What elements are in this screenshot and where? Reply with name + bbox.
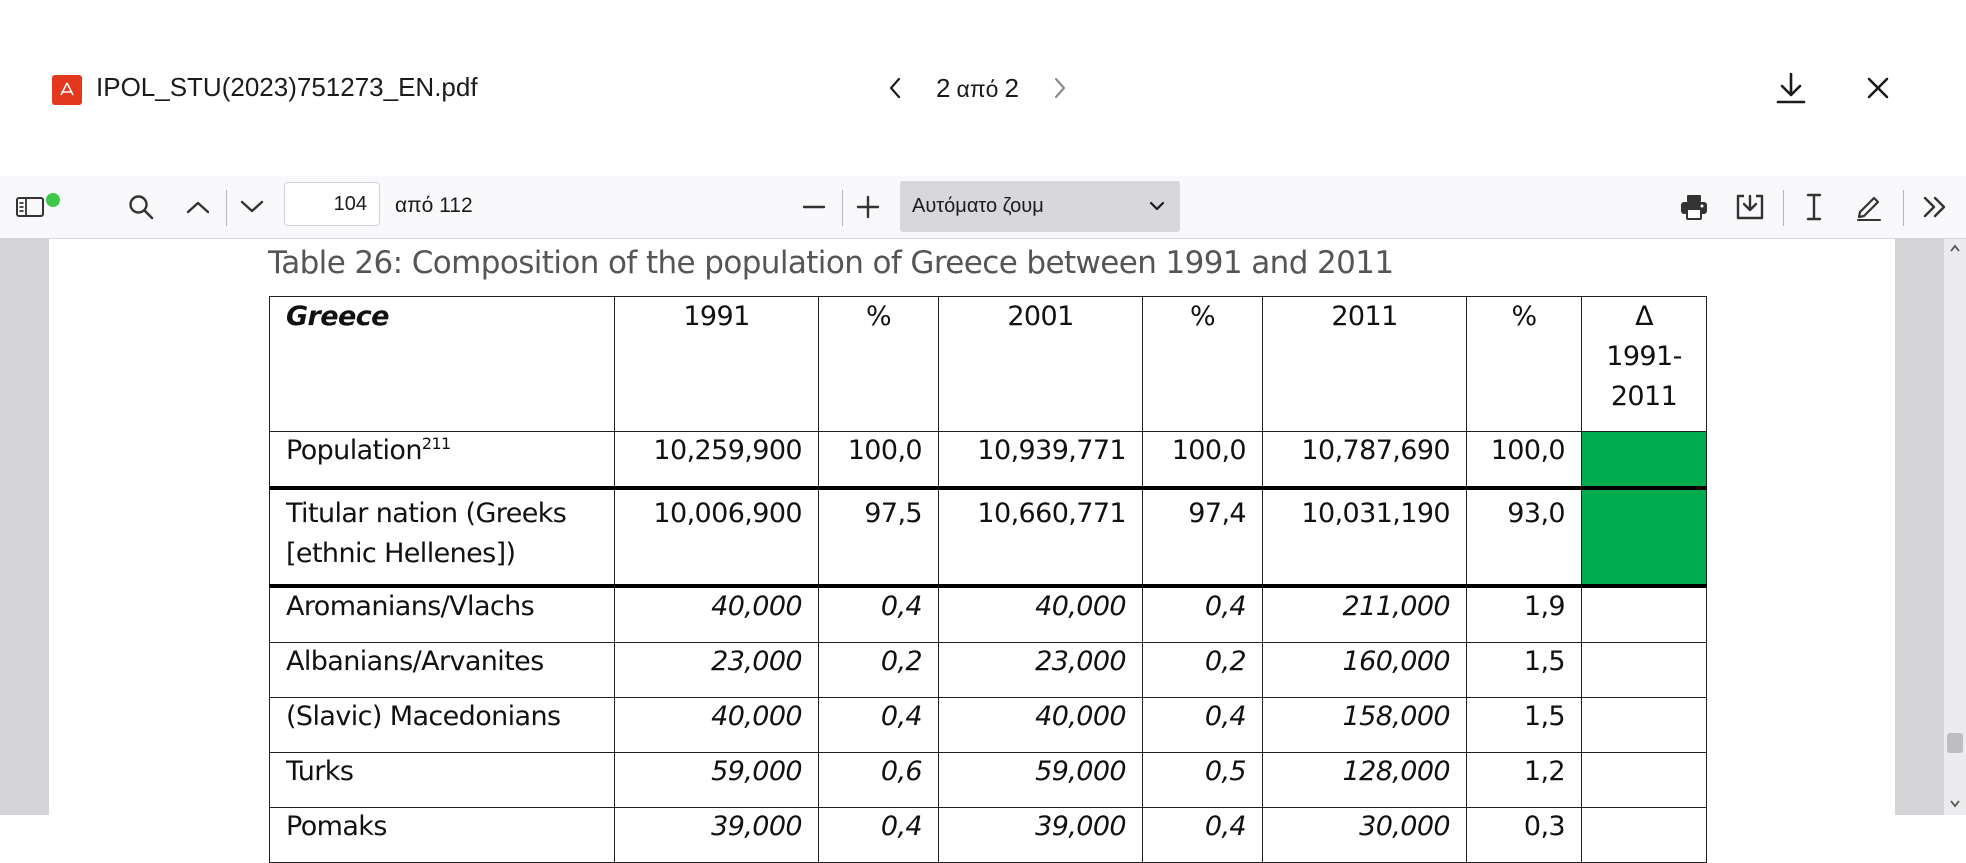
file-pager (880, 68, 1075, 108)
printer-icon (1679, 192, 1709, 222)
file-pager-current: 2 (936, 72, 951, 103)
row-label: Aromanians/Vlachs (270, 586, 615, 643)
cell-percent: 0,4 (1143, 808, 1263, 863)
search-icon (127, 193, 155, 221)
cell-value: 40,000 (939, 586, 1143, 643)
cell-percent: 100,0 (1467, 432, 1582, 489)
cell-percent: 0,4 (819, 808, 939, 863)
header-percent: % (1143, 297, 1263, 432)
pdf-file-icon (52, 75, 82, 105)
cell-value: 10,939,771 (939, 432, 1143, 489)
header-country: Greece (270, 297, 615, 432)
chevron-down-icon (1148, 197, 1166, 215)
delta-cell (1582, 808, 1707, 863)
cell-value: 128,000 (1263, 753, 1467, 808)
plus-icon (855, 194, 881, 220)
header-2011: 2011 (1263, 297, 1467, 432)
cell-value: 59,000 (615, 753, 819, 808)
cell-percent: 0,6 (819, 753, 939, 808)
table-row-titular-nation (270, 488, 1707, 586)
delta-cell-green (1582, 432, 1707, 489)
cell-value: 10,787,690 (1263, 432, 1467, 489)
minus-icon (801, 194, 827, 220)
file-pager-total: 2 (1004, 72, 1019, 103)
next-page-button[interactable] (232, 185, 272, 229)
delta-cell (1582, 753, 1707, 808)
sidebar-toggle-button[interactable] (10, 185, 50, 229)
download-icon (1774, 71, 1808, 105)
toolbar-separator (226, 190, 227, 226)
table-row (270, 586, 1707, 643)
save-button[interactable] (1730, 185, 1770, 229)
table-row (270, 753, 1707, 808)
previous-file-button[interactable] (880, 68, 910, 108)
row-label-text: Population (286, 435, 422, 466)
cell-percent: 1,5 (1467, 643, 1582, 698)
scroll-up-arrow-icon[interactable] (1949, 243, 1961, 253)
pen-icon (1854, 192, 1884, 222)
delta-cell (1582, 698, 1707, 753)
chevron-up-icon (185, 199, 211, 215)
cell-percent: 0,3 (1467, 808, 1582, 863)
cell-value: 40,000 (615, 698, 819, 753)
footnote-ref: 211 (421, 434, 451, 453)
row-label (270, 432, 615, 489)
toolbar-separator (1903, 190, 1904, 226)
cell-percent: 97,4 (1143, 488, 1263, 586)
row-label: Turks (270, 753, 615, 808)
print-button[interactable] (1674, 185, 1714, 229)
file-pager-count (936, 73, 1019, 104)
population-table (269, 296, 1707, 863)
cell-percent: 0,4 (819, 698, 939, 753)
more-tools-button[interactable] (1915, 185, 1955, 229)
previous-page-button[interactable] (178, 185, 218, 229)
cell-value: 39,000 (615, 808, 819, 863)
download-button[interactable] (1769, 66, 1813, 110)
close-icon (1866, 76, 1890, 100)
table-row (270, 698, 1707, 753)
zoom-in-button[interactable] (848, 185, 888, 229)
cell-value: 40,000 (615, 586, 819, 643)
find-button[interactable] (121, 185, 161, 229)
vertical-scrollbar[interactable] (1944, 239, 1966, 815)
header-delta-start: 1991- (1606, 341, 1682, 372)
cell-percent: 1,5 (1467, 698, 1582, 753)
header-percent: % (1467, 297, 1582, 432)
scroll-down-arrow-icon[interactable] (1949, 799, 1961, 809)
cell-percent: 0,2 (819, 643, 939, 698)
header-delta (1582, 297, 1707, 432)
cell-value: 10,259,900 (615, 432, 819, 489)
table-row-population (270, 432, 1707, 489)
header-delta-symbol: Δ (1635, 301, 1653, 332)
close-button[interactable] (1856, 66, 1900, 110)
row-label: (Slavic) Macedonians (270, 698, 615, 753)
scrollbar-thumb[interactable] (1947, 733, 1963, 753)
cell-percent: 97,5 (819, 488, 939, 586)
cell-value: 40,000 (939, 698, 1143, 753)
delta-cell (1582, 643, 1707, 698)
page-total-label: από 112 (395, 194, 473, 217)
table-caption: Table 26: Composition of the population of Greece between 1991 and 2011 (268, 245, 1394, 281)
header-percent: % (819, 297, 939, 432)
cell-value: 10,031,190 (1263, 488, 1467, 586)
draw-tool-button[interactable] (1849, 185, 1889, 229)
cell-percent: 100,0 (1143, 432, 1263, 489)
delta-cell (1582, 586, 1707, 643)
cell-percent: 0,5 (1143, 753, 1263, 808)
cell-percent: 1,2 (1467, 753, 1582, 808)
text-cursor-icon (1804, 192, 1824, 222)
row-label: Albanians/Arvanites (270, 643, 615, 698)
cell-percent: 0,2 (1143, 643, 1263, 698)
toolbar-separator (1783, 190, 1784, 226)
zoom-out-button[interactable] (794, 185, 834, 229)
cell-value: 158,000 (1263, 698, 1467, 753)
cell-value: 10,660,771 (939, 488, 1143, 586)
notification-dot (46, 193, 60, 207)
file-header-bar (0, 0, 1966, 176)
cell-value: 23,000 (615, 643, 819, 698)
cell-percent: 0,4 (1143, 586, 1263, 643)
chevron-right-icon (1053, 76, 1067, 100)
cell-percent: 100,0 (819, 432, 939, 489)
double-chevron-right-icon (1921, 195, 1949, 219)
cell-percent: 1,9 (1467, 586, 1582, 643)
chevron-down-icon (239, 199, 265, 215)
file-pager-of: από (956, 75, 999, 102)
cell-value: 160,000 (1263, 643, 1467, 698)
file-name: IPOL_STU(2023)751273_EN.pdf (96, 72, 478, 102)
toolbar-separator (842, 190, 843, 226)
header-delta-end: 2011 (1610, 381, 1678, 412)
row-label: Titular nation (Greeks [ethnic Hellenes]) (270, 488, 615, 586)
cell-value: 10,006,900 (615, 488, 819, 586)
page-number-input[interactable] (284, 182, 380, 226)
cell-percent: 93,0 (1467, 488, 1582, 586)
delta-cell-green (1582, 488, 1707, 586)
cell-value: 59,000 (939, 753, 1143, 808)
cell-percent: 0,4 (1143, 698, 1263, 753)
cell-percent: 0,4 (819, 586, 939, 643)
zoom-select-value: Αυτόματο ζουμ (912, 195, 1044, 217)
cell-value: 211,000 (1263, 586, 1467, 643)
header-1991: 1991 (615, 297, 819, 432)
table-row (270, 643, 1707, 698)
chevron-left-icon (888, 76, 902, 100)
cell-value: 39,000 (939, 808, 1143, 863)
zoom-select[interactable] (900, 181, 1180, 232)
row-label: Pomaks (270, 808, 615, 863)
next-file-button[interactable] (1045, 68, 1075, 108)
cell-value: 23,000 (939, 643, 1143, 698)
table-header-row (270, 297, 1707, 432)
text-tool-button[interactable] (1794, 185, 1834, 229)
table-row (270, 808, 1707, 863)
cell-value: 30,000 (1263, 808, 1467, 863)
save-download-icon (1734, 192, 1766, 222)
header-2001: 2001 (939, 297, 1143, 432)
sidebar-icon (15, 195, 45, 219)
